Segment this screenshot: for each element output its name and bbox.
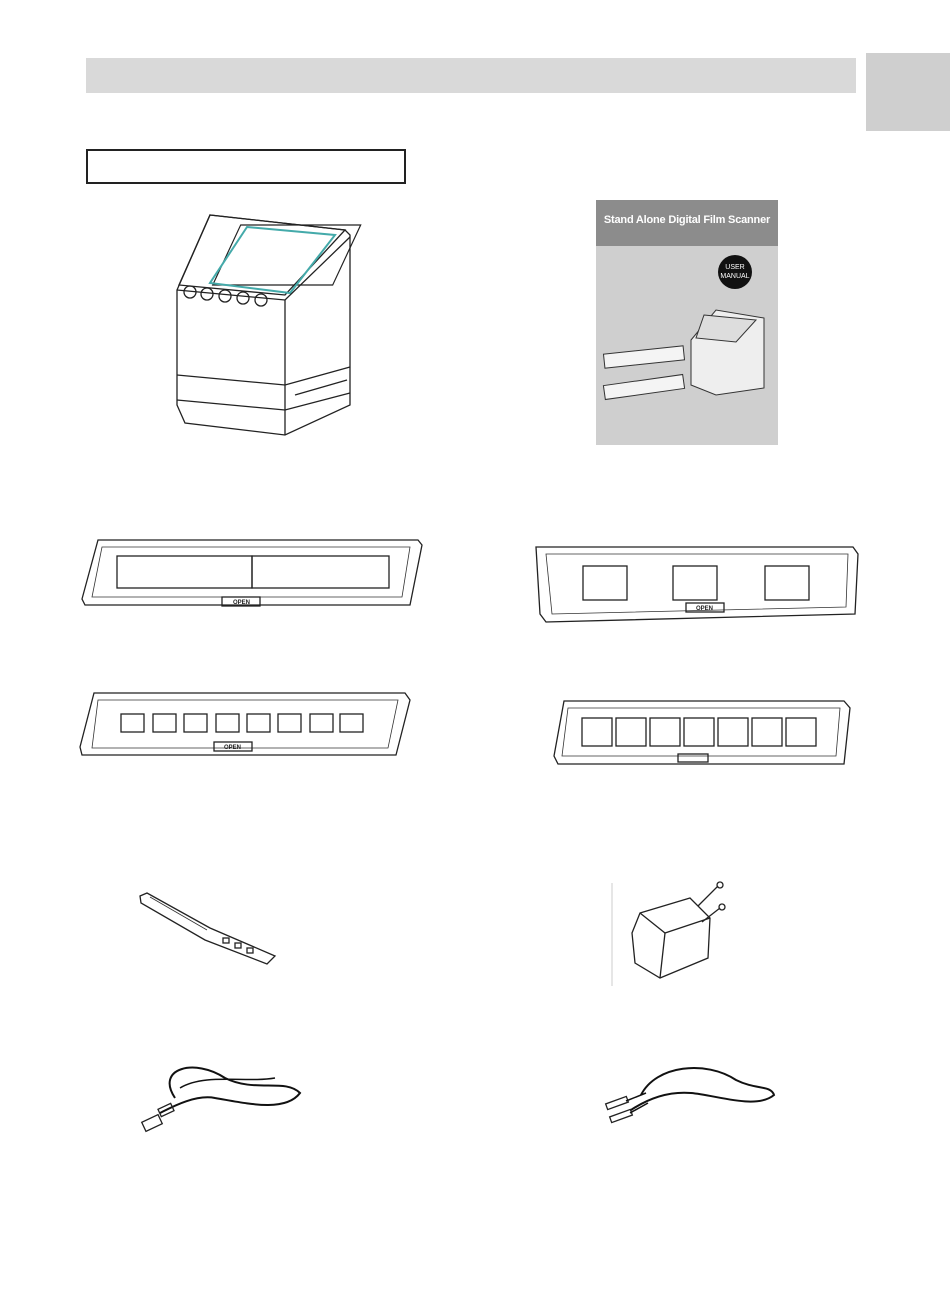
manual-badge: USER MANUAL	[718, 255, 752, 289]
negative-holder-icon	[80, 535, 425, 610]
power-adapter-icon	[610, 878, 730, 988]
film-holder-icon	[78, 690, 413, 762]
svg-text:OPEN: OPEN	[233, 600, 251, 606]
film-holder-icon	[552, 698, 852, 770]
user-manual-icon	[596, 200, 778, 445]
manual-title: Stand Alone Digital Film Scanner	[603, 214, 771, 226]
header-bar	[86, 58, 856, 93]
section-title-box	[86, 149, 406, 184]
svg-text:OPEN: OPEN	[696, 606, 714, 612]
film-scanner-icon	[165, 205, 365, 440]
slide-holder-icon	[528, 542, 863, 627]
svg-text:OPEN: OPEN	[224, 745, 242, 751]
side-tab	[866, 53, 950, 131]
usb-cable-icon	[135, 1058, 305, 1138]
cleaning-brush-icon	[135, 888, 280, 968]
tv-cable-icon	[596, 1055, 776, 1135]
